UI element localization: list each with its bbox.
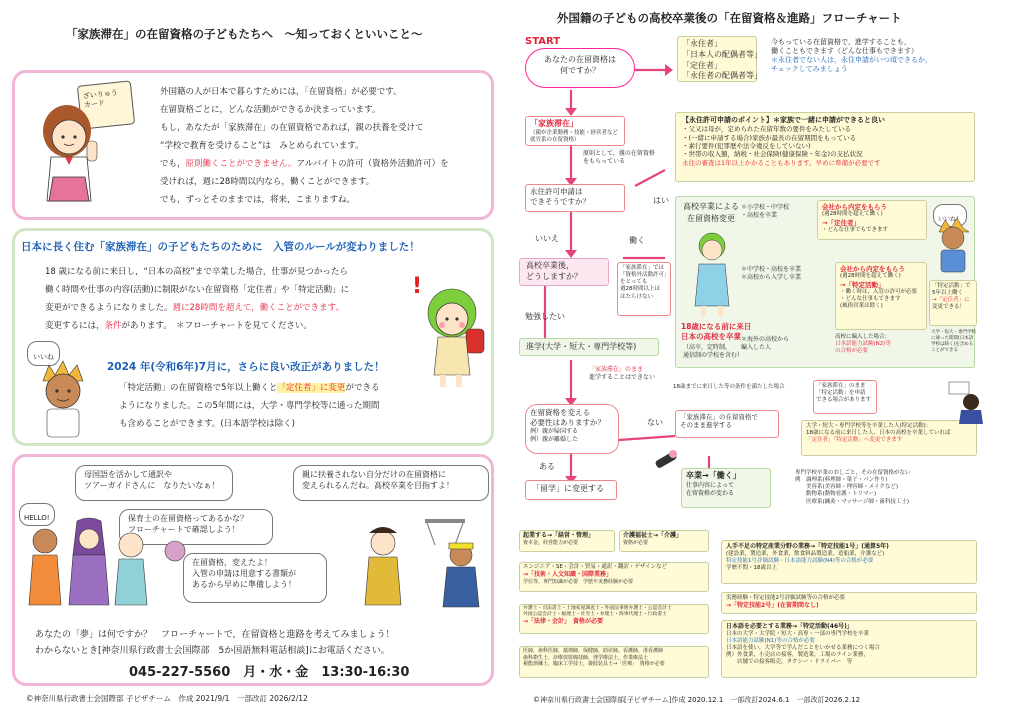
card-label: ざいりゅう カード bbox=[82, 88, 119, 110]
spec-46-4: 日本語を使い，大学等で学んだことをいかせる業務につく場合 bbox=[726, 645, 880, 652]
job-medical-2: 歯科衛生士，診療放射線技師，理学療法士，作業療法士 bbox=[523, 654, 649, 661]
girl-with-backpack-illustration bbox=[410, 271, 490, 391]
improve-line-2: ようになりました。この5年間には，大学・専門学校等に通った期間 bbox=[119, 401, 380, 411]
branch2-label-2: ＊高校から入学し卒業 bbox=[741, 273, 802, 281]
status-spouse-permanent: 「永住者の配偶者等」 bbox=[682, 71, 762, 81]
improve-teijusha: 「定住者」に変更 bbox=[277, 383, 346, 393]
change-note-1: 「家族滞在」のまま bbox=[589, 366, 644, 373]
right-title: 外国籍の子どもの高校卒業後の「在留資格＆進路」フローチャート bbox=[557, 11, 902, 25]
grad-change-title-2: 在留資格変更 bbox=[687, 214, 735, 223]
job-medical-3: 視能訓練士，臨床工学技士，義肢装具士→「医療」 資格が必要 bbox=[523, 661, 665, 667]
branch2-result-6: (風俗営業は除く) bbox=[840, 303, 883, 310]
girl-graduate-illustration bbox=[687, 228, 737, 318]
q3-note bbox=[617, 262, 671, 316]
intro-panel bbox=[12, 70, 494, 220]
family-stay-label: 「家族滞在」 bbox=[530, 119, 578, 128]
phone-number[interactable]: 045-227-5560 月・水・金 13:30-16:30 bbox=[129, 665, 410, 680]
spec-46-5: 例）外食業，小売店の接客，製造業，工場のライン業務， bbox=[726, 652, 869, 659]
bubble4-line-2: 入管の申請は用意する書類が bbox=[192, 568, 296, 578]
rule-line-3 bbox=[45, 303, 344, 314]
q3-note-5: はたらけない bbox=[620, 293, 654, 300]
svg-text:!: ! bbox=[412, 274, 423, 299]
branch2-result-2: (週28時間を超えて働く) bbox=[840, 273, 901, 280]
job-law-3: →「法律・会計」 資格が必要 bbox=[523, 618, 604, 626]
q3-line-1: 高校卒業後， bbox=[526, 261, 574, 270]
dreams-panel bbox=[12, 454, 494, 686]
contact-text: わからないとき[神奈川県行政書士会国際部 5か国語無料電話相談]にお電話ください。 bbox=[35, 646, 390, 656]
note-uni-2: 18歳になる前に来日した人，日本の高校を卒業していれば bbox=[806, 430, 951, 437]
branch3-result-2: 日本語能力試験(N2)等 bbox=[835, 341, 891, 348]
rule-line-4 bbox=[45, 321, 312, 332]
permit-point-5: 永住の審査は1年以上かかることもあります。早めに準備が必要です bbox=[682, 158, 881, 167]
five-year-sub-1: 大学・短大・専門学校 bbox=[931, 330, 976, 335]
job-engineer-1: エンジニア・SE・会計・貿易・通訳・翻訳・デザインなど bbox=[523, 564, 667, 570]
status-long-term: 「定住者」 bbox=[682, 60, 722, 70]
branch1-result bbox=[817, 200, 927, 240]
study-row-label: 進学(大学・短大・専門学校等) bbox=[526, 342, 637, 351]
note-uni-3: 「定住者」「特定活動」へ変更できます bbox=[806, 437, 903, 444]
job-business bbox=[519, 530, 615, 552]
cond-sub-1: （高卒，定時制， bbox=[683, 344, 732, 351]
study-label: 勉強したい bbox=[525, 312, 565, 321]
improve-line-3: も含めることができます。(日本語学校は除く) bbox=[119, 419, 295, 429]
shopping-1: 専門学校卒業のおしごと，その在留資格がない bbox=[795, 470, 911, 476]
five-year-sub-4: ことができる bbox=[931, 347, 958, 353]
branch2-label-1: ＊中学校・高校を卒業 bbox=[741, 266, 802, 273]
rule-condition: 条件 bbox=[104, 321, 122, 331]
branch1-label-2: ・高校を卒業 bbox=[741, 211, 778, 219]
spec-skill-1-3: 特定技能1号評価試験・日本語能力試験(N4)等の合格が必要 bbox=[726, 557, 874, 564]
change-note-2: 進学することはできない bbox=[589, 373, 656, 381]
job-business-1: 起業する→「経営・管理」 bbox=[523, 532, 595, 539]
shopping-box bbox=[795, 470, 975, 532]
shopping-5: 医療系(鍼灸・マッサージ師・歯科技工士) bbox=[795, 498, 909, 505]
status-note bbox=[771, 38, 932, 74]
job-care bbox=[619, 530, 709, 552]
branch3-result bbox=[835, 334, 891, 355]
shopping-2: 例 調理系(料理師・菓子・パン作り) bbox=[795, 477, 888, 484]
speech-bubble-own-status bbox=[293, 465, 489, 501]
study-row bbox=[519, 338, 659, 356]
five-year-sub bbox=[931, 330, 976, 353]
branch2-result bbox=[835, 262, 927, 330]
status-note-1: 今もっている在留資格で，進学することも， bbox=[771, 38, 911, 46]
status-note-4: チェックしてみましょう bbox=[771, 65, 848, 74]
spec-46-6: 店舗での接客販売，タクシー・ドライバー 等 bbox=[726, 659, 853, 666]
no-label: いいえ bbox=[535, 234, 559, 243]
spec-activity-46 bbox=[721, 620, 977, 678]
student-flag-illustration bbox=[935, 380, 995, 424]
girl-with-card-illustration bbox=[29, 93, 139, 213]
improve-can: ができる bbox=[345, 383, 380, 393]
spec-46-1: 日本語を必要とする業務→「特定活動(46号)」 bbox=[726, 623, 853, 630]
branch2-result-5: ・どんな仕事もできます bbox=[840, 296, 901, 303]
improve-five-years: 「特定活動」の在留資格で5年以上働くと bbox=[119, 383, 278, 393]
stay-note-2: 「特定活動」を申請 bbox=[816, 390, 866, 397]
right-page bbox=[505, 0, 1010, 714]
intro-line-1: 外国籍の人が日本で暮らすためには，「在留資格」が必要です。 bbox=[160, 87, 402, 97]
improve-heading: 2024 年(令和6年)7月に，さらに良い改正がありました！ bbox=[107, 361, 385, 373]
q4-line-1: 在留資格を変える bbox=[530, 408, 590, 417]
spec-skill-1-4: 学歴不問・18歳以上 bbox=[726, 565, 777, 572]
speech-bubble-interpreter bbox=[75, 465, 233, 501]
branch3-result-1: 高校に編入した場合： bbox=[835, 334, 891, 340]
continue-family-1: 「家族滞在」の在留資格で bbox=[680, 413, 758, 421]
q3-note-2: 「資格外活動許可」 bbox=[620, 272, 670, 279]
rules-panel bbox=[12, 228, 494, 446]
spec-skill-1-2: (建設業，製造業，外食業，飲食料品製造業，造船業，介護など) bbox=[726, 550, 885, 557]
branch3-label-1: ＊海外の高校から bbox=[741, 336, 790, 343]
job-care-1: 介護福祉士→「介護」 bbox=[623, 532, 683, 539]
job-medical-1: 医師，歯科医師，薬剤師，保健師，助産師，看護師，准看護師 bbox=[523, 648, 664, 654]
rule-line-2: 働く時間や仕事の内容(活動)に制限がない在留資格「定住者」や「特定活動」に bbox=[45, 285, 350, 295]
five-year-sub-3: 学校は除く)を含める bbox=[931, 341, 974, 347]
q2-line-2: できそうですか？ bbox=[530, 197, 590, 207]
q1-box bbox=[525, 48, 635, 88]
rule-line-1: 18 歳になる前に来日し，“日本の高校”まで卒業した場合，仕事が見つかったら bbox=[45, 267, 348, 277]
branch1-label bbox=[741, 204, 789, 220]
intro-permit: アルバイトの許可（資格外活動許可）を bbox=[296, 159, 449, 169]
permit-point-1: ・父又は母が，定められた在留年数の要件をみたしている bbox=[682, 125, 851, 134]
rule-change: 変更ができるようになりました。 bbox=[45, 303, 173, 313]
branch1-result-4: ・どんな仕事でもできます bbox=[822, 227, 889, 234]
branch3-label-2: 編入した人 bbox=[741, 343, 772, 351]
student-box bbox=[525, 480, 617, 500]
spec-46-3: 日本語能力試験(N1)等の合格が必要 bbox=[726, 637, 815, 644]
permit-points-box bbox=[675, 112, 975, 182]
family-stay-box bbox=[525, 116, 625, 146]
graduation-scroll-illustration bbox=[651, 446, 681, 476]
grad-change-title-1: 高校卒業による bbox=[683, 202, 739, 211]
job-engineer bbox=[519, 562, 709, 592]
exists-label: ある bbox=[539, 462, 555, 471]
q3-box bbox=[519, 258, 609, 286]
grad-work-box bbox=[681, 468, 771, 508]
five-year-4: 変更できる！ bbox=[932, 304, 966, 311]
job-medical bbox=[519, 646, 709, 678]
grad-work-sub-2: 在留資格が変わる bbox=[686, 489, 735, 497]
status-note-3: ＊永住者でない人は，永住申請がいつ頃できるか， bbox=[771, 56, 932, 65]
bubble1-line-1: 母国語を活かして通訳や bbox=[84, 470, 172, 479]
intro-line-4: “学校で教育を受けること”は みとめられています。 bbox=[160, 141, 364, 151]
q4-line-2: 必要性はありますか？ bbox=[530, 418, 605, 428]
job-business-2: 資本金，経営能力が必要 bbox=[523, 539, 579, 546]
cond-sub-2: 通信制の学校を含む） bbox=[683, 352, 744, 359]
branch2-label bbox=[741, 266, 801, 282]
boy-thumbs-illustration bbox=[933, 216, 973, 276]
bubble2-line-2: 変えられるんだね。高校卒業を目指すよ！ bbox=[302, 480, 454, 490]
branch1-result-2: (週28時間を超えて働く) bbox=[822, 211, 883, 218]
status-permanent: 「永住者」 bbox=[682, 39, 722, 48]
job-law-2: 外国公認会計士・税理士・社労士・弁理士・海事代理士・行政書士 bbox=[523, 612, 667, 618]
q1-line-1: あなたの在留資格は bbox=[544, 55, 616, 64]
bubble3-line-2: フローチャートで確認しよう！ bbox=[128, 524, 240, 534]
hello-label: HELLO! bbox=[24, 514, 50, 522]
q3-note-4: 週28時間以上は bbox=[620, 286, 660, 293]
family-note-1: 原則として，親の在留資格 bbox=[583, 150, 655, 157]
left-title: 「家族滞在」の在留資格の子どもたちへ ～知っておくといいこと～ bbox=[66, 27, 423, 41]
family-note-2: をもらっている bbox=[583, 157, 626, 165]
job-law-1: 弁護士・司法書士・土地家屋調査士・外国法事務弁護士・公認会計士 bbox=[523, 606, 672, 611]
improve-line-1 bbox=[119, 383, 379, 394]
q4-box bbox=[525, 404, 619, 454]
bubble4-line-3: あるから早めに準備しよう！ bbox=[192, 579, 296, 589]
stay-note-box bbox=[813, 380, 877, 414]
grad-work-label: 卒業→「働く」 bbox=[686, 471, 741, 480]
cond-age-2: 日本の高校を卒業 bbox=[681, 332, 741, 341]
q4-sub-1: 例）親が帰国する bbox=[530, 428, 579, 436]
no2-label: ない bbox=[647, 418, 663, 427]
iine2-label: いいね！ bbox=[938, 216, 963, 223]
intro-cannot-work: 原則働くことができません。 bbox=[185, 159, 297, 169]
status-note-2: 働くこともできます（どんな仕事もできます） bbox=[771, 47, 918, 56]
continue-family-2: そのまま進学する bbox=[680, 421, 732, 430]
branch2-result-4: ・働く時は，入管の許可が必要 bbox=[840, 289, 918, 296]
stay-note-3: できる場合があります bbox=[816, 397, 872, 404]
q4-sub-2: 例）親が離婚した bbox=[530, 436, 579, 444]
continue-family-box bbox=[675, 410, 779, 438]
spec-skill-1-1: 人手不足の特定産業分野の業務→「特定技能1号」(通算5年) bbox=[726, 543, 889, 550]
bubble2-line-1: 親に扶養されない自分だけの在留資格に bbox=[302, 470, 446, 479]
branch1-result-1: 会社から内定をもらう bbox=[822, 203, 887, 211]
note-uni-box bbox=[801, 420, 977, 456]
note-uni-1: 大学・短大・専門学校等を卒業した人(特定活動)： bbox=[806, 423, 932, 429]
branch1-result-3: →「定住者」 bbox=[822, 218, 860, 227]
rule-28-hours: 週に28時間を超えて，働くことができます。 bbox=[172, 303, 344, 313]
branch3-result-3: の合格が必要 bbox=[835, 348, 869, 355]
student-label: 「留学」に変更する bbox=[532, 484, 604, 493]
bubble3-line-1: 保育士の在留資格ってあるかな？ bbox=[128, 514, 248, 523]
intro-line-3: もし，あなたが「家族滞在」の在留資格であれば，親の扶養を受けて bbox=[160, 123, 424, 133]
start-label: START bbox=[525, 36, 561, 47]
cond-age-1: 18歳になる前に来日 bbox=[681, 322, 752, 331]
status-spouse-japanese: 「日本人の配偶者等」 bbox=[682, 49, 762, 59]
intro-but: でも， bbox=[160, 159, 186, 169]
grad-work-sub-1: 仕事内容によって bbox=[686, 481, 735, 489]
branch2-result-3: →「特定活動」 bbox=[840, 280, 885, 289]
change-note bbox=[589, 366, 655, 382]
intro-line-7: でも，ずっとそのままでは，将来，こまりますね。 bbox=[160, 195, 355, 205]
permit-point-3: ・素行要件(犯罪歴や法令違反をしていない) bbox=[682, 141, 811, 150]
job-care-2: 資格が必要 bbox=[623, 539, 649, 546]
yes-label: はい bbox=[653, 196, 669, 205]
stay-note-1: 「家族滞在」のまま bbox=[816, 383, 866, 389]
branch2-result-1: 会社から内定をもらう bbox=[840, 265, 905, 273]
spec-skill-2 bbox=[721, 592, 977, 614]
spec-skill-2-2: →「特定技能2号」(在留期間なし) bbox=[726, 602, 819, 610]
family-stay-sub-2: 就労系の在留資格） bbox=[530, 136, 580, 143]
q1-line-2: 何ですか？ bbox=[560, 65, 600, 75]
permit-points-title: 【永住許可申請のポイント】＊家族で一緒に申請ができると良い bbox=[682, 116, 885, 124]
q3-note-3: をとっても bbox=[620, 279, 648, 286]
age-note: 18歳までに来日した等の条件を満たした場合 bbox=[673, 384, 785, 390]
q2-line-1: 永住許可申請は bbox=[530, 187, 583, 196]
spec-46-2: 日本の大学・大学院・短大・高専・一部の専門学校を卒業 bbox=[726, 630, 870, 637]
branch3-label bbox=[741, 336, 789, 352]
branch1-label-1: ＊小学校・中学校 bbox=[741, 204, 790, 211]
iine-label: いいね bbox=[33, 353, 54, 361]
rule-to-change: 変更するには， bbox=[45, 321, 105, 331]
job-law bbox=[519, 604, 709, 634]
permit-point-4: ・世帯の収入額，納税・社会保険(健康保険・年金)の支払状況 bbox=[682, 150, 863, 159]
five-year-2: 5年以上働く bbox=[932, 290, 963, 297]
permit-point-2: ・(一緒に申請する場合)家族が最長の在留期間をもっている bbox=[682, 133, 857, 142]
q3-line-2: どうしますか？ bbox=[526, 271, 582, 281]
family-stay-sub-1: （親が企業勤務・技能・経営者など bbox=[530, 129, 619, 136]
q2-box bbox=[525, 184, 625, 212]
five-year-sub-2: に通った期間(日本語 bbox=[931, 335, 974, 341]
right-footer: ©神奈川県行政書士会国際部[子ビザチーム]作成 2020.12.1 一部改訂2024.6.1 一部改訂2026.2.12 bbox=[533, 696, 861, 704]
boy-illustration bbox=[33, 359, 93, 439]
bubble4-line-1: 在留資格，変えたよ！ bbox=[192, 558, 272, 567]
intro-line-2: 在留資格ごとに，どんな活動ができるか決まっています。 bbox=[160, 105, 381, 115]
left-footer: ©神奈川県行政書士会国際部 子ビザチーム 作成 2021/9/1 一部改訂 2026/2/12 bbox=[26, 694, 308, 703]
intro-line-5 bbox=[160, 159, 449, 170]
q3-note-1: 「家族滞在」では bbox=[620, 265, 665, 271]
dream-question: あなたの「夢」は何ですか？ フローチャートで，在留資格と進路を考えてみましょう！ bbox=[35, 630, 395, 640]
spec-skill-2-1: 実務経験・特定技能2号評価試験等の合格が必要 bbox=[726, 595, 846, 601]
students-group-illustration bbox=[23, 515, 493, 615]
rule-see-flowchart: があります。 ＊フローチャートを見てください。 bbox=[121, 321, 312, 331]
rule-heading: 日本に長く住む「家族滞在」の子どもたちのために 入管のルールが変わりました！ bbox=[21, 241, 420, 253]
job-engineer-3: 学位等，専門知識が必要 学歴や実務経験が必要 bbox=[523, 578, 634, 585]
five-year-1: 「特定活動」で bbox=[932, 283, 971, 289]
work-label: 働く bbox=[629, 236, 645, 245]
shopping-3: 美容系(美容師・理容師・メイクなど) bbox=[795, 484, 899, 491]
shopping-4: 動物系(動物看護・トリマー) bbox=[795, 491, 877, 498]
permanent-status-list bbox=[677, 36, 762, 82]
bubble1-line-2: ツアーガイドさんに なりたいなぁ！ bbox=[84, 480, 220, 490]
job-engineer-2: →「技術・人文知識・国際業務」 bbox=[523, 571, 613, 579]
five-year-box bbox=[929, 280, 977, 326]
five-year-3: →「定住者」に bbox=[932, 297, 970, 304]
spec-skill-1 bbox=[721, 540, 977, 584]
family-note bbox=[583, 150, 655, 166]
intro-line-6: 受ければ，週に28時間以内なら，働くことができます。 bbox=[160, 177, 375, 187]
